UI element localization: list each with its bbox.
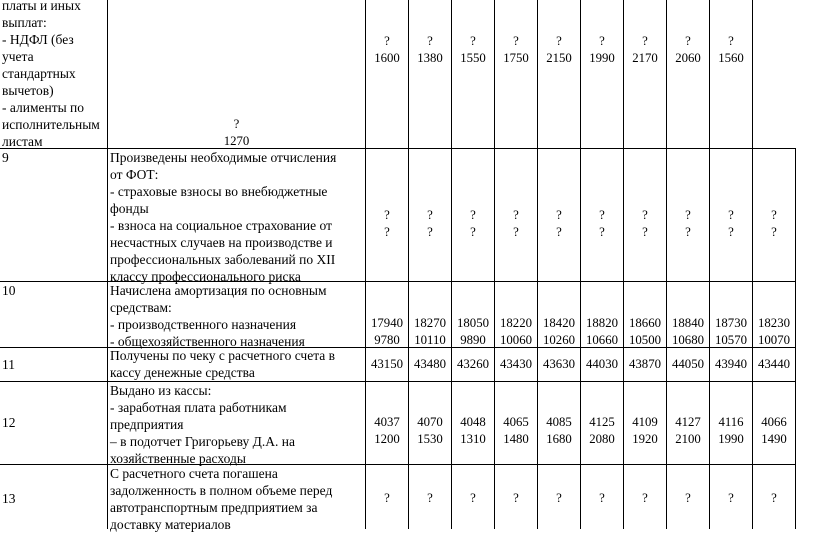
row-10-cell (495, 315, 537, 349)
cell-value: 1560 (718, 51, 744, 65)
row-number: 13 (2, 491, 16, 506)
cell-value: 1750 (503, 51, 529, 65)
row-11-cell: 43940 (715, 357, 747, 371)
row-12-cell (409, 414, 451, 448)
row-8-description (2, 0, 106, 150)
row-8-cell (366, 33, 408, 67)
column-border (365, 0, 366, 529)
cell-question: ? (556, 225, 562, 239)
desc-line: хозяйственные расходы (110, 451, 246, 466)
cell-value: 1270 (223, 134, 250, 148)
row-10-cell (624, 315, 666, 349)
row-8-cell (624, 33, 666, 67)
cell-value: 2060 (675, 51, 701, 65)
row-8-cell (409, 33, 451, 67)
row-number: 12 (2, 415, 16, 430)
cell-value: 9780 (374, 333, 400, 347)
desc-line: от ФОТ: (110, 167, 159, 182)
cell-value: 10110 (414, 333, 446, 347)
cell-value: 4127 (675, 415, 701, 429)
row-number: 9 (2, 150, 9, 165)
cell-value: 4116 (718, 415, 744, 429)
cell-value: 18220 (500, 316, 532, 330)
cell-question: ? (685, 208, 691, 222)
cell-question: ? (470, 208, 476, 222)
cell-question: ? (384, 225, 390, 239)
desc-line: средствам: (110, 300, 172, 315)
row-9-cell (452, 207, 494, 241)
column-border (752, 0, 753, 529)
row-9-description (110, 149, 364, 285)
desc-line: профессиональных заболеваний по XII (110, 252, 336, 267)
column-border (451, 0, 452, 529)
cell-question: ? (599, 225, 605, 239)
cell-value: 4065 (503, 415, 529, 429)
cell-value: 4048 (460, 415, 486, 429)
column-border (107, 0, 108, 529)
row-10-cell (710, 315, 752, 349)
cell-question: ? (728, 34, 734, 48)
cell-value: 18840 (672, 316, 704, 330)
row-9-cell (409, 207, 451, 241)
desc-line: стандартных (2, 66, 76, 81)
desc-line: вычетов) (2, 83, 54, 98)
cell-value: 4070 (417, 415, 443, 429)
row-13-cell: ? (599, 491, 605, 505)
row-10-cell (753, 315, 795, 349)
column-border (795, 148, 796, 529)
desc-line: учета (2, 49, 34, 64)
row-9-cell (495, 207, 537, 241)
cell-value: 10570 (715, 333, 747, 347)
cell-question: ? (384, 34, 390, 48)
cell-value: 1480 (503, 432, 529, 446)
desc-line: - производственного назначения (110, 317, 297, 332)
column-border (537, 0, 538, 529)
cell-question: ? (384, 208, 390, 222)
row-11-cell: 44050 (672, 357, 704, 371)
row-13-description (110, 465, 364, 533)
cell-question: ? (642, 34, 648, 48)
row-12-cell (452, 414, 494, 448)
row-9-cell (538, 207, 580, 241)
row-8-cell (710, 33, 752, 67)
cell-question: ? (470, 225, 476, 239)
cell-value: 18820 (586, 316, 618, 330)
desc-line: Произведены необходимые отчисления (110, 150, 337, 165)
column-border (408, 0, 409, 529)
row-12-cell (667, 414, 709, 448)
cell-question: ? (513, 34, 519, 48)
cell-question: ? (685, 225, 691, 239)
row-11-cell: 43870 (629, 357, 661, 371)
row-11-cell: 43430 (500, 357, 532, 371)
desc-line: - НДФЛ (без (2, 32, 74, 47)
cell-value: 10060 (500, 333, 532, 347)
cell-value: 1920 (632, 432, 658, 446)
cell-value: 18660 (629, 316, 661, 330)
row-11-cell: 43480 (414, 357, 446, 371)
row-12-cell (366, 414, 408, 448)
cell-question: ? (513, 208, 519, 222)
cell-value: 10680 (672, 333, 704, 347)
row-9-cell (753, 207, 795, 241)
row-10-cell (667, 315, 709, 349)
cell-value: 9890 (460, 333, 486, 347)
cell-value: 2150 (546, 51, 572, 65)
desc-line: кассу денежные средства (110, 365, 255, 380)
row-10-cell (538, 315, 580, 349)
row-13-cell: ? (728, 491, 734, 505)
desc-line: - алименты по (2, 100, 85, 115)
desc-line: - взноса на социальное страхование от (110, 218, 332, 233)
cell-value: 1680 (546, 432, 572, 446)
row-9-cell (624, 207, 666, 241)
row-12-cell (753, 414, 795, 448)
row-13-cell: ? (470, 491, 476, 505)
row-9-cell (710, 207, 752, 241)
row-11-description (110, 347, 364, 381)
desc-line: классу профессионального риска (110, 269, 301, 284)
desc-line: - страховые взносы во внебюджетные (110, 184, 328, 199)
cell-question: ? (233, 117, 240, 131)
desc-line: - общехозяйственного назначения (110, 334, 305, 349)
cell-value: 1200 (374, 432, 400, 446)
desc-line: С расчетного счета погашена (110, 466, 278, 481)
row-13-cell: ? (685, 491, 691, 505)
row-8-first-cell (108, 116, 365, 150)
cell-question: ? (599, 208, 605, 222)
cell-question: ? (556, 208, 562, 222)
row-11-cell: 43260 (457, 357, 489, 371)
cell-question: ? (728, 208, 734, 222)
row-13-cell: ? (513, 491, 519, 505)
cell-question: ? (513, 225, 519, 239)
cell-value: 18230 (758, 316, 790, 330)
row-12-description (110, 382, 364, 467)
column-border (623, 0, 624, 529)
cell-value: 18420 (543, 316, 575, 330)
row-13-cell: ? (427, 491, 433, 505)
cell-value: 2100 (675, 432, 701, 446)
column-border (580, 0, 581, 529)
row-12-cell (495, 414, 537, 448)
cell-value: 4109 (632, 415, 658, 429)
cell-question: ? (599, 34, 605, 48)
column-border (494, 0, 495, 529)
cell-question: ? (728, 225, 734, 239)
desc-line: предприятия (110, 417, 184, 432)
cell-value: 18730 (715, 316, 747, 330)
cell-value: 2080 (589, 432, 615, 446)
row-9-cell (667, 207, 709, 241)
row-8-cell (495, 33, 537, 67)
cell-question: ? (771, 225, 777, 239)
desc-line: автотранспортным предприятием за (110, 500, 318, 515)
row-10-cell (452, 315, 494, 349)
desc-line: – в подотчет Григорьеву Д.А. на (110, 434, 295, 449)
desc-line: Выдано из кассы: (110, 383, 212, 398)
row-8-cell (581, 33, 623, 67)
row-12-cell (710, 414, 752, 448)
desc-line: Начислена амортизация по основным (110, 283, 327, 298)
cell-value: 1990 (718, 432, 744, 446)
row-8-cell (538, 33, 580, 67)
row-11-cell: 43630 (543, 357, 575, 371)
cell-value: 1600 (374, 51, 400, 65)
desc-line: выплат: (2, 15, 47, 30)
desc-line: - заработная плата работникам (110, 400, 287, 415)
cell-value: 2170 (632, 51, 658, 65)
desc-line: доставку материалов (110, 517, 231, 532)
cell-value: 18050 (457, 316, 489, 330)
row-13-cell: ? (771, 491, 777, 505)
row-12-cell (538, 414, 580, 448)
row-9-cell (581, 207, 623, 241)
cell-question: ? (642, 208, 648, 222)
cell-value: 10660 (586, 333, 618, 347)
row-13-cell: ? (556, 491, 562, 505)
desc-line: исполнительным (2, 117, 100, 132)
row-8-cell (452, 33, 494, 67)
cell-value: 4085 (546, 415, 572, 429)
row-11-cell: 44030 (586, 357, 618, 371)
cell-value: 4066 (761, 415, 787, 429)
cell-question: ? (427, 34, 433, 48)
cell-value: 1550 (460, 51, 486, 65)
cell-value: 10500 (629, 333, 661, 347)
desc-line: несчастных случаев на производстве и (110, 235, 333, 250)
desc-line: задолженность в полном объеме перед (110, 483, 333, 498)
desc-line: фонды (110, 201, 149, 216)
row-10-cell (581, 315, 623, 349)
cell-value: 4037 (374, 415, 400, 429)
cell-question: ? (771, 208, 777, 222)
row-12-cell (624, 414, 666, 448)
row-10-cell (409, 315, 451, 349)
row-11-cell: 43440 (758, 357, 790, 371)
cell-value: 10070 (758, 333, 790, 347)
cell-value: 4125 (589, 415, 615, 429)
row-13-cell: ? (384, 491, 390, 505)
row-number: 11 (2, 357, 15, 372)
row-12-cell (581, 414, 623, 448)
cell-question: ? (685, 34, 691, 48)
cell-question: ? (642, 225, 648, 239)
row-9-cell (366, 207, 408, 241)
cell-question: ? (427, 225, 433, 239)
row-11-cell: 43150 (371, 357, 403, 371)
cell-value: 17940 (371, 316, 403, 330)
desc-line: платы и иных (2, 0, 81, 13)
cell-question: ? (470, 34, 476, 48)
column-border (666, 0, 667, 529)
row-8-cell (667, 33, 709, 67)
cell-value: 1530 (417, 432, 443, 446)
cell-question: ? (427, 208, 433, 222)
row-number: 10 (2, 283, 16, 298)
column-border (709, 0, 710, 529)
cell-value: 1380 (417, 51, 443, 65)
cell-value: 18270 (414, 316, 446, 330)
cell-value: 1490 (761, 432, 787, 446)
row-10-cell (366, 315, 408, 349)
row-10-description (110, 282, 364, 350)
cell-value: 10260 (543, 333, 575, 347)
row-13-cell: ? (642, 491, 648, 505)
desc-line: Получены по чеку с расчетного счета в (110, 348, 336, 363)
desc-line: листам (2, 134, 43, 149)
cell-question: ? (556, 34, 562, 48)
cell-value: 1310 (460, 432, 486, 446)
cell-value: 1990 (589, 51, 615, 65)
